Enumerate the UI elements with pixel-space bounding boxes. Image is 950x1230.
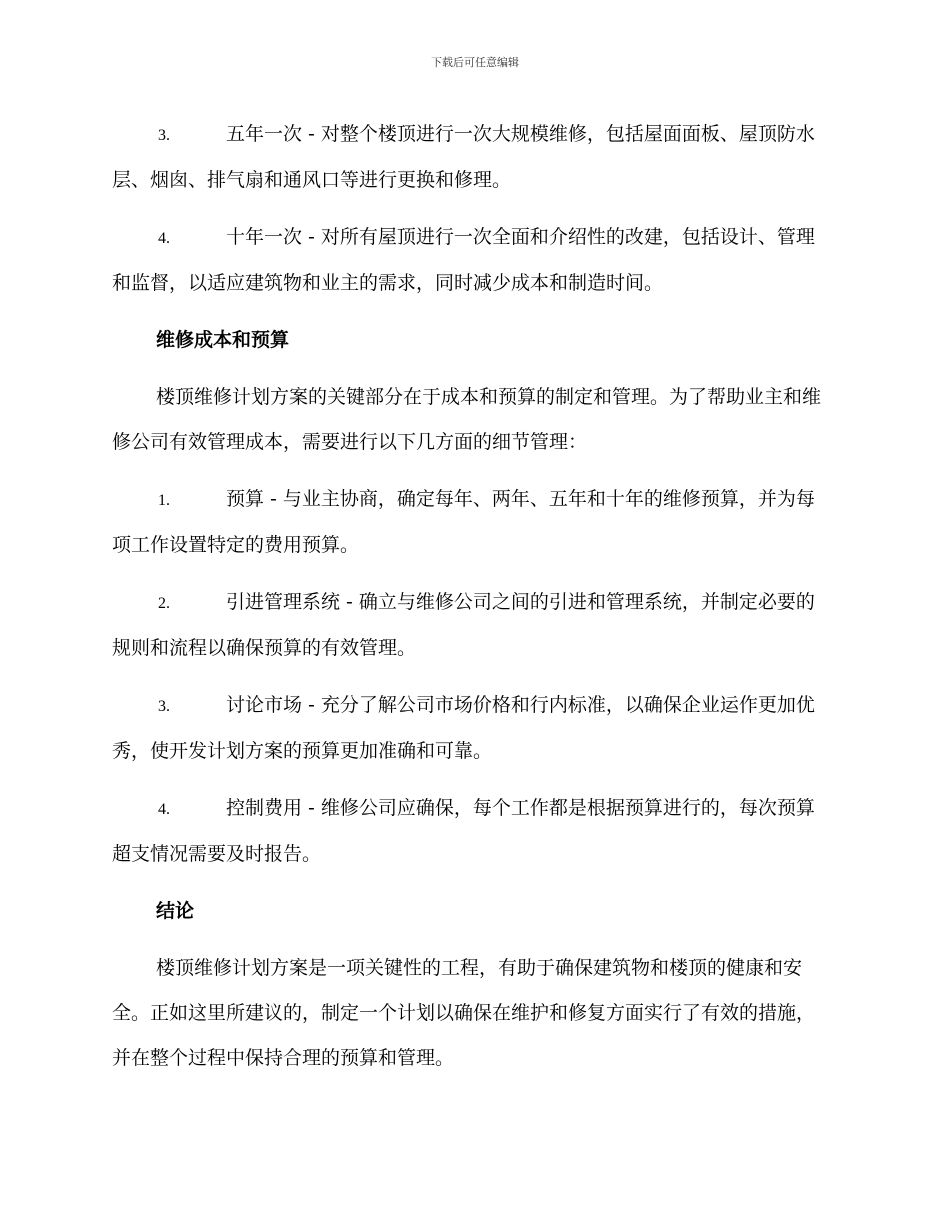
list-text: 引进管理系统 - 确立与维修公司之间的引进和管理系统，并制定必要的规则和流程以确保预算的有效管理。: [112, 591, 815, 659]
list-number: 3.: [158, 698, 170, 715]
list-number: 1.: [158, 492, 170, 509]
list-text: 十年一次 - 对所有屋顶进行一次全面和介绍性的改建，包括设计、管理和监督，以适应建筑物和业主的需求，同时减少成本和制造时间。: [112, 226, 815, 294]
cost-intro-paragraph: 楼顶维修计划方案的关键部分在于成本和预算的制定和管理。为了帮助业主和维修公司有效管理成本，需要进行以下几方面的细节管理：: [112, 386, 822, 453]
list-number: 4.: [158, 801, 170, 818]
list-number: 3.: [158, 127, 170, 144]
list-text: 讨论市场 - 充分了解公司市场价格和行内标准，以确保企业运作更加优秀，使开发计划方案的预算更加准确和可靠。: [112, 694, 815, 762]
cost-item: [112, 683, 832, 774]
list-number: 4.: [158, 230, 170, 247]
list-text: 控制费用 - 维修公司应确保，每个工作都是根据预算进行的，每次预算超支情况需要及时报告。: [112, 797, 815, 865]
list-text: 五年一次 - 对整个楼顶进行一次大规模维修，包括屋面面板、屋顶防水层、烟囱、排气扇和通风口等进行更换和修理。: [112, 123, 815, 191]
cost-item: [112, 580, 832, 671]
list-number: 2.: [158, 595, 170, 612]
page-header-note: 下载后可任意编辑: [431, 56, 519, 69]
document-body: [112, 112, 832, 1093]
cost-item: [112, 477, 832, 568]
section-heading-conclusion: 结论: [156, 900, 195, 922]
schedule-item: [112, 112, 832, 203]
list-text: 预算 - 与业主协商，确定每年、两年、五年和十年的维修预算，并为每项工作设置特定的费用预算。: [112, 488, 815, 556]
section-heading-cost: 维修成本和预算: [156, 329, 290, 351]
cost-item: [112, 786, 832, 877]
schedule-item: [112, 215, 832, 306]
conclusion-paragraph: 楼顶维修计划方案是一项关键性的工程，有助于确保建筑物和楼顶的健康和安全。正如这里所建议的，制定一个计划以确保在维护和修复方面实行了有效的措施，并在整个过程中保持合理的预算和管理。: [112, 957, 816, 1069]
